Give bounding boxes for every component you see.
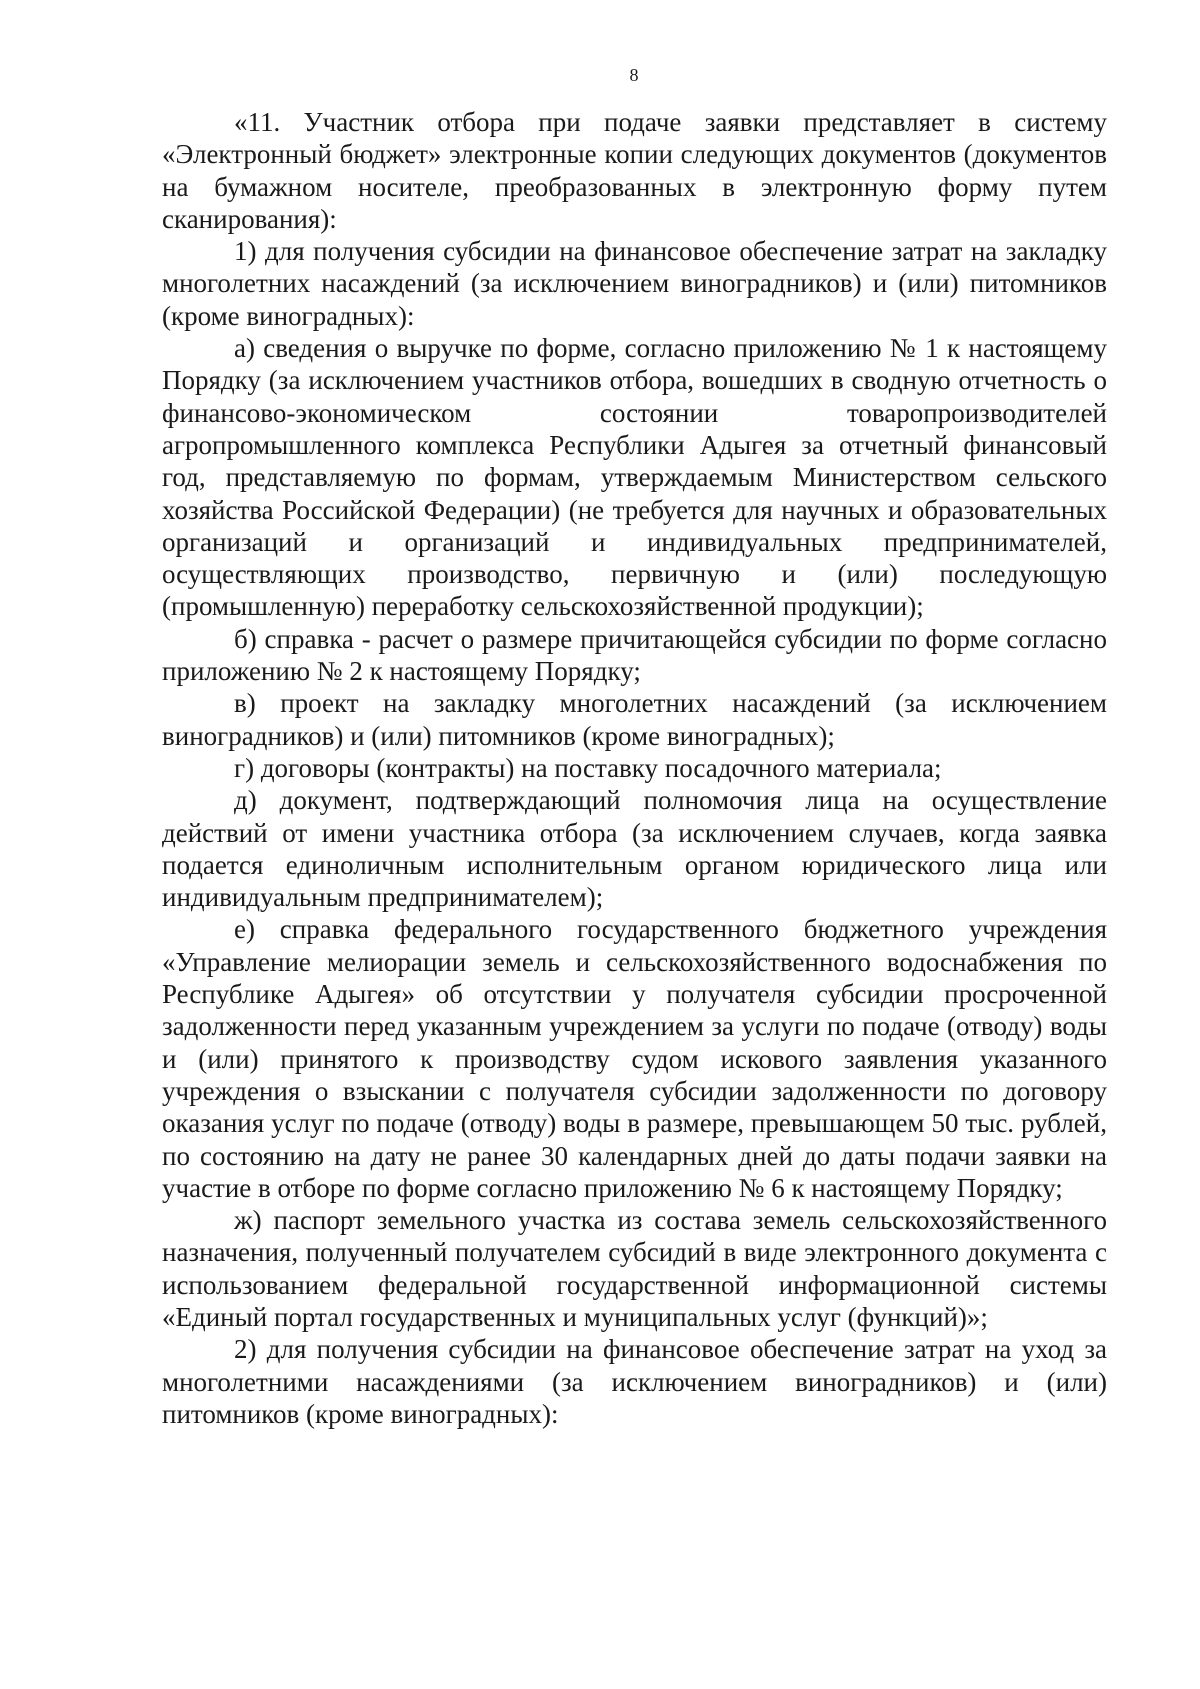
paragraph-subitem-a: а) сведения о выручке по форме, согласно приложению № 1 к настоящему Порядку (за исключением участников отбора, вошедших в сводную отчетность о финансово-экономическом состоянии товаропроизводителей агропромышленного комплекса Республики Адыгея за отчетный финансовый год, представляемую по формам, утверждаемым Министерством сельского хозяйства Российской Федерации) (не требуется для научных и образовательных организаций и организаций и индивидуальных предпринимателей, осуществляющих производство, первичную и (или) последующую (промышленную) переработку сельскохозяйственной продукции); (162, 333, 1107, 622)
paragraph-subitem-zh: ж) паспорт земельного участка из состава земель сельскохозяйственного назначения, полученный получателем субсидий в виде электронного документа с использованием федеральной государственной информационной системы «Единый портал государственных и муниципальных услуг (функций)»; (162, 1205, 1107, 1332)
paragraph-subitem-1: 1) для получения субсидии на финансовое обеспечение затрат на закладку многолетних насаждений (за исключением виноградников) и (или) питомников (кроме виноградных): (162, 236, 1107, 331)
paragraph-subitem-2: 2) для получения субсидии на финансовое обеспечение затрат на уход за многолетними насаждениями (за исключением виноградников) и (или) питомников (кроме виноградных): (162, 1334, 1107, 1429)
paragraph-subitem-g: г) договоры (контракты) на поставку посадочного материала; (234, 752, 942, 783)
document-body (162, 106, 1107, 1430)
paragraph-subitem-b: б) справка - расчет о размере причитающейся субсидии по форме согласно приложению № 2 к настоящему Порядку; (162, 623, 1107, 687)
paragraph-subitem-e: е) справка федерального государственного бюджетного учреждения «Управление мелиорации земель и сельскохозяйственного водоснабжения по Республике Адыгея» об отсутствии у получателя субсидии просроченной задолженности перед указанным учреждением за услуги по подаче (отводу) воды и (или) принятого к производству судом искового заявления указанного учреждения о взыскании с получателя субсидии задолженности по договору оказания услуг по подаче (отводу) воды в размере, превышающем 50 тыс. рублей, по состоянию на дату не ранее 30 календарных дней до даты подачи заявки на участие в отборе по форме согласно приложению № 6 к настоящему Порядку; (162, 914, 1107, 1203)
page-number: 8 (629, 65, 639, 85)
paragraph-item-11: «11. Участник отбора при подаче заявки представляет в систему «Электронный бюджет» электронные копии следующих документов (документов на бумажном носителе, преобразованных в электронную форму путем сканирования): (162, 107, 1107, 234)
paragraph-subitem-d: д) документ, подтверждающий полномочия лица на осуществление действий от имени участника отбора (за исключением случаев, когда заявка подается единоличным исполнительным органом юридического лица или индивидуальным предпринимателем); (162, 785, 1107, 913)
paragraph-subitem-v: в) проект на закладку многолетних насаждений (за исключением виноградников) и (или) питомников (кроме виноградных); (162, 688, 1107, 751)
